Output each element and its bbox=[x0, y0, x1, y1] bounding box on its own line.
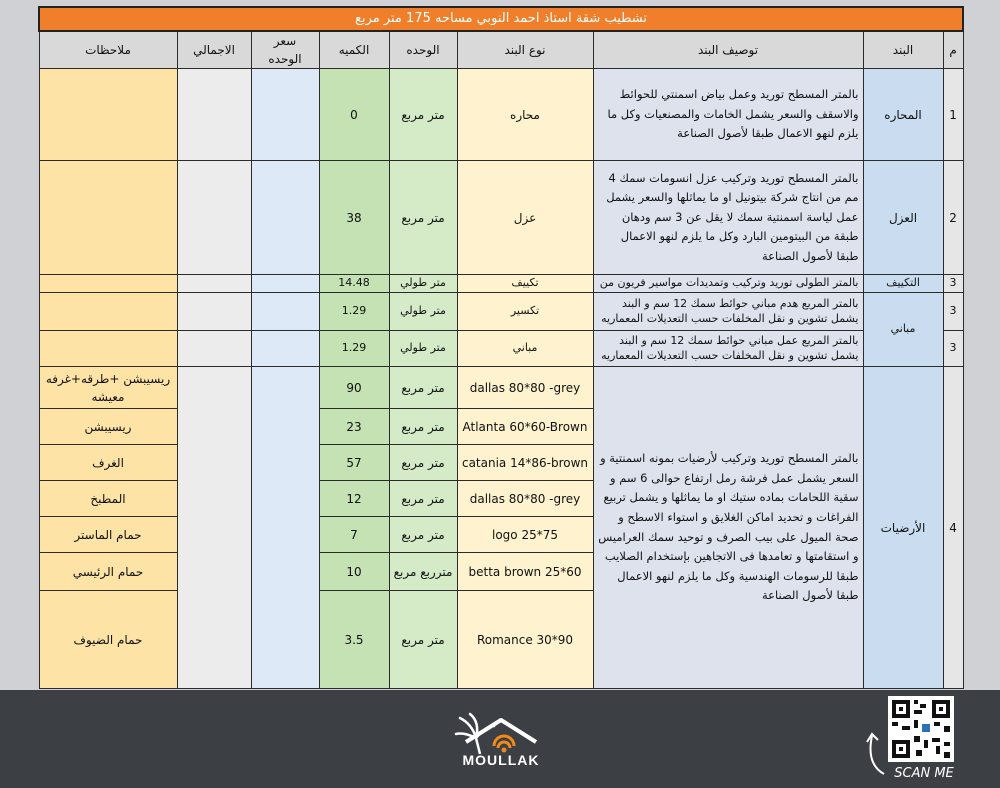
unit-price-cell bbox=[251, 275, 319, 293]
notes-cell bbox=[39, 293, 177, 331]
unit-cell: متر مربع bbox=[389, 367, 457, 409]
notes-cell: الغرف bbox=[39, 445, 177, 481]
notes-cell: حمام الضيوف bbox=[39, 591, 177, 689]
quantity-cell: 1.29 bbox=[319, 331, 389, 367]
header-number: م bbox=[943, 31, 963, 69]
table-row bbox=[39, 275, 963, 293]
item-type-cell: مباني bbox=[457, 331, 593, 367]
quantity-cell: 1.29 bbox=[319, 293, 389, 331]
item-cell: الأرضيات bbox=[863, 367, 943, 689]
item-cell: العزل bbox=[863, 161, 943, 275]
table-row bbox=[39, 367, 963, 409]
unit-cell: متر مربع bbox=[389, 409, 457, 445]
quantity-cell: 38 bbox=[319, 161, 389, 275]
item-type-cell: dallas 80*80 -grey bbox=[457, 481, 593, 517]
header-item-type: نوع البند bbox=[457, 31, 593, 69]
unit-cell: متر مربع bbox=[389, 481, 457, 517]
notes-cell: ريسيبشن bbox=[39, 409, 177, 445]
item-type-cell: محاره bbox=[457, 69, 593, 161]
quantity-cell: 14.48 bbox=[319, 275, 389, 293]
description-cell: بالمتر المربع عمل مباني حوائط سمك 12 سم و البند يشمل تشوين و نقل المخلفات حسب التعديلات المعماريه bbox=[593, 331, 863, 367]
description-cell: بالمتر المسطح توريد وعمل بياض اسمنتي للحوائط والاسقف والسعر يشمل الخامات والمصنعيات وكل ما يلزم لنهو الاعمال طبقا لأصول الصناعة bbox=[593, 69, 863, 161]
notes-cell: ريسيبشن +طرقه+غرفه معيشه bbox=[39, 367, 177, 409]
notes-cell bbox=[39, 161, 177, 275]
qr-code-icon bbox=[888, 696, 954, 762]
description-cell: بالمتر المسطح توريد وتركيب عزل انسومات سمك 4 مم من انتاج شركة بيتونيل او ما يماثلها والسعر يشمل عمل لياسة اسمنتية سمك لا يقل عن 3 سم ودهان طبقة من البيتومين البارد وكل ما يلزم لنهو الاعمال طبقا لأصول الصناعة bbox=[593, 161, 863, 275]
unit-price-cell bbox=[251, 293, 319, 331]
number-cell: 2 bbox=[943, 161, 963, 275]
unit-price-cell bbox=[251, 331, 319, 367]
quotation-sheet bbox=[38, 6, 962, 690]
unit-cell: متر مربع bbox=[389, 591, 457, 689]
description-cell: بالمتر الطولى توريد وتركيب وتمديدات مواسير فريون من bbox=[593, 275, 863, 293]
quantity-cell: 57 bbox=[319, 445, 389, 481]
house-palm-icon bbox=[436, 712, 566, 756]
total-cell bbox=[177, 161, 251, 275]
quantity-cell: 0 bbox=[319, 69, 389, 161]
unit-price-cell bbox=[251, 69, 319, 161]
moullak-logo bbox=[436, 712, 566, 776]
sheet-title: تشطيب شقة استاذ احمد النوبي مساحه 175 متر مربع bbox=[39, 7, 963, 31]
number-cell: 4 bbox=[943, 367, 963, 689]
header-notes: ملاحظات bbox=[39, 31, 177, 69]
number-cell: 3 bbox=[943, 275, 963, 293]
item-cell: التكييف bbox=[863, 275, 943, 293]
unit-cell: مترربع مربع bbox=[389, 553, 457, 591]
total-cell bbox=[177, 69, 251, 161]
unit-cell: متر طولي bbox=[389, 331, 457, 367]
notes-cell: حمام الرئيسي bbox=[39, 553, 177, 591]
item-cell: المحاره bbox=[863, 69, 943, 161]
notes-cell: حمام الماستر bbox=[39, 517, 177, 553]
notes-cell: المطبخ bbox=[39, 481, 177, 517]
table-row bbox=[39, 69, 963, 161]
brand-name: MOULLAK bbox=[462, 752, 540, 768]
item-type-cell: betta brown 25*60 bbox=[457, 553, 593, 591]
table-row bbox=[39, 331, 963, 367]
quantity-cell: 90 bbox=[319, 367, 389, 409]
total-cell bbox=[177, 275, 251, 293]
total-cell bbox=[177, 367, 251, 689]
item-type-cell: Atlanta 60*60-Brown bbox=[457, 409, 593, 445]
header-row bbox=[39, 31, 963, 69]
item-type-cell: Romance 30*90 bbox=[457, 591, 593, 689]
table-row bbox=[39, 293, 963, 331]
table-row bbox=[39, 161, 963, 275]
description-cell: بالمتر المربع هدم مباني حوائط سمك 12 سم و البند يشمل تشوين و نقل المخلفات حسب التعديلات المعماريه bbox=[593, 293, 863, 331]
total-cell bbox=[177, 331, 251, 367]
number-cell: 1 bbox=[943, 69, 963, 161]
unit-cell: متر مربع bbox=[389, 517, 457, 553]
quantity-cell: 10 bbox=[319, 553, 389, 591]
scan-me-label: SCAN ME bbox=[894, 766, 954, 781]
unit-cell: متر مربع bbox=[389, 69, 457, 161]
unit-price-cell bbox=[251, 367, 319, 689]
item-type-cell: تكسير bbox=[457, 293, 593, 331]
number-cell: 3 bbox=[943, 293, 963, 331]
quantity-cell: 3.5 bbox=[319, 591, 389, 689]
unit-cell: متر مربع bbox=[389, 161, 457, 275]
total-cell bbox=[177, 293, 251, 331]
unit-cell: متر مربع bbox=[389, 445, 457, 481]
item-type-cell: عزل bbox=[457, 161, 593, 275]
unit-cell: متر طولي bbox=[389, 275, 457, 293]
unit-price-cell bbox=[251, 161, 319, 275]
notes-cell bbox=[39, 275, 177, 293]
header-unit-price: سعر الوحده bbox=[251, 31, 319, 69]
number-cell: 3 bbox=[943, 331, 963, 367]
quantity-cell: 7 bbox=[319, 517, 389, 553]
description-cell: بالمتر المسطح توريد وتركيب لأرضيات بمونه اسمنتية و السعر يشمل عمل فرشة رمل ارتفاع حوالى 6 سم و سقية اللحامات بماده ستيك او ما يماثلها و يشمل تربيع الفراغات و تحديد اماكن الغلايق و استواء الاسطح و صحة الميول على بيب الصرف و توحيد سمك العراميس و استقامتها و تعامدها فى الاتجاهين بإستخدام الصلايب طبقا للرسومات الهندسية وكل ما يلزم لنهو الاعمال طبقا لأصول الصناعة bbox=[593, 367, 863, 689]
quotation-table bbox=[38, 6, 964, 689]
notes-cell bbox=[39, 331, 177, 367]
header-description: توصيف البند bbox=[593, 31, 863, 69]
qr-code[interactable] bbox=[888, 696, 954, 762]
item-type-cell: تكييف bbox=[457, 275, 593, 293]
header-total: الاجمالي bbox=[177, 31, 251, 69]
header-unit: الوحده bbox=[389, 31, 457, 69]
header-item: البند bbox=[863, 31, 943, 69]
title-row bbox=[39, 7, 963, 31]
quantity-cell: 12 bbox=[319, 481, 389, 517]
header-quantity: الكميه bbox=[319, 31, 389, 69]
item-cell: مباني bbox=[863, 293, 943, 367]
item-type-cell: logo 25*75 bbox=[457, 517, 593, 553]
unit-cell: متر طولي bbox=[389, 293, 457, 331]
notes-cell bbox=[39, 69, 177, 161]
quantity-cell: 23 bbox=[319, 409, 389, 445]
item-type-cell: dallas 80*80 -grey bbox=[457, 367, 593, 409]
item-type-cell: catania 14*86-brown bbox=[457, 445, 593, 481]
